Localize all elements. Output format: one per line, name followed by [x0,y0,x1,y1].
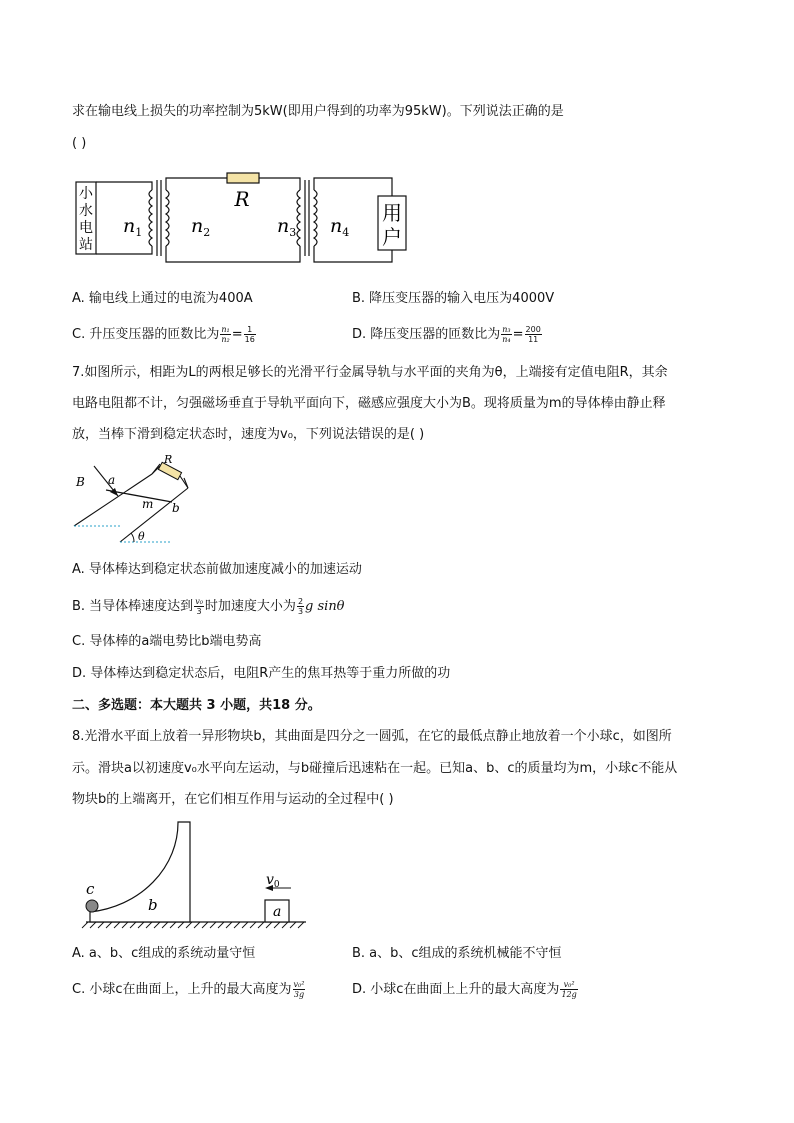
q6-c-val-num: 1 [244,325,256,335]
q6-option-c[interactable] [72,325,257,344]
q8-option-d[interactable] [352,980,579,999]
q6-stem-tail: 求在输电线上损失的功率控制为5kW(即用户得到的功率为95kW)。下列说法正确的是 [72,104,564,119]
svg-text:n4 [330,215,349,239]
svg-text:v0 [266,872,280,890]
q8-c-frac-den: 3g [293,990,305,999]
q7-option-b-tail: g sinθ [305,599,345,614]
q7-b-frac-den: 3 [196,607,202,616]
q6-d-frac-num: n₃ [502,325,511,334]
q7-label-B: B [76,475,85,489]
label-n4: n [330,215,343,237]
q7-stem-line-1: 7.如图所示，相距为L的两根足够长的光滑平行金属导轨与水平面的夹角为θ，上端接有定值电阻R，其余 [72,365,668,380]
q8-stem-line-3: 物块b的上端离开，在它们相互作用与运动的全过程中( ) [72,792,394,807]
coil-n2 [166,190,169,246]
coil-n1 [149,190,152,246]
q8-d-frac-den: 12g [561,990,577,999]
q7-b-frac-num: v₀ [195,597,203,606]
q7-option-b[interactable] [72,597,345,616]
q7-label-b: b [172,501,180,515]
q6-c-frac-num: n₁ [221,325,230,334]
q6-option-d-text: D. 降压变压器的匝数比为 [352,327,501,342]
q8-label-v0-sub: 0 [273,880,280,890]
q7-option-b-mid: 时加速度大小为 [204,599,296,614]
coil-n3 [297,190,300,246]
q6-option-a[interactable]: A. 输电线上通过的电流为400A [72,291,253,306]
q7-label-R: R [164,453,173,466]
q8-stem-line-2: 示。滑块a以初速度v₀水平向左运动，与b碰撞后迅速粘在一起。已知a、b、c的质量均为m，小球c不能从 [72,761,678,776]
label-n1: n [123,215,136,237]
user-char-1: 用 [382,201,402,225]
q6-option-d[interactable] [352,325,543,344]
svg-text:n1 [123,215,142,239]
label-n2-sub: 2 [203,226,211,239]
label-n3: n [277,215,290,237]
q7-option-c[interactable]: C. 导体棒的a端电势比b端电势高 [72,634,262,649]
q7-rails-diagram [72,453,202,548]
q6-d-val-num: 200 [525,325,541,334]
q8-label-a: a [273,904,282,920]
q8-label-b: b [148,896,158,914]
station-char-1: 小 [79,186,93,202]
q8-ball-c [86,900,98,912]
station-char-2: 水 [79,203,93,219]
q8-d-frac-num: v₀² [560,980,577,990]
label-R: R [234,187,250,211]
q8-c-frac-num: v₀² [293,980,305,989]
label-n3-sub: 3 [289,226,297,239]
q7-label-a: a [108,473,116,487]
coil-n4 [314,190,317,246]
q6-c-eq: = [231,327,243,342]
q6-c-frac-den: n₂ [221,335,230,344]
q6-transformer-diagram [72,168,432,268]
q6-option-b[interactable]: B. 降压变压器的输入电压为4000V [352,291,555,306]
svg-text:n2 [191,215,210,239]
q6-d-frac-den: n₄ [502,335,511,344]
q8-option-c-text: C. 小球c在曲面上，上升的最大高度为 [72,982,292,997]
q7-label-theta: θ [138,530,145,543]
label-n2: n [191,215,204,237]
q8-block-b [90,822,190,922]
section-2-title: 二、多选题：本大题共 3 小题，共18 分。 [72,698,321,713]
q8-label-v0: v [266,872,274,888]
resistor-R [227,173,259,183]
q8-option-d-text: D. 小球c在曲面上上升的最大高度为 [352,982,560,997]
q7-label-m: m [142,497,154,511]
station-char-4: 站 [79,237,93,253]
q8-option-b[interactable]: B. a、b、c组成的系统机械能不守恒 [352,946,562,961]
q7-option-b-text: B. 当导体棒速度达到 [72,599,194,614]
q7-b-val-num: 2 [297,597,304,606]
q8-label-c: c [86,880,95,898]
q7-stem-line-2: 电路电阻都不计，匀强磁场垂直于导轨平面向下，磁感应强度大小为B。现将质量为m的导体棒由静止释 [72,396,666,411]
q6-answer-paren: ( ) [72,136,87,151]
q8-stem-line-1: 8.光滑水平面上放着一异形物块b，其曲面是四分之一圆弧，在它的最低点静止地放着一个小球c，如图所 [72,729,672,744]
q8-block-diagram [72,818,312,936]
q7-option-a[interactable]: A. 导体棒达到稳定状态前做加速度减小的加速运动 [72,562,362,577]
q7-option-d[interactable]: D. 导体棒达到稳定状态后，电阻R产生的焦耳热等于重力所做的功 [72,666,451,681]
label-n4-sub: 4 [342,226,350,239]
svg-text:n3 [277,215,296,239]
q6-option-c-text: C. 升压变压器的匝数比为 [72,327,220,342]
q8-option-a[interactable]: A. a、b、c组成的系统动量守恒 [72,946,256,961]
user-char-2: 户 [382,225,402,249]
label-n1-sub: 1 [135,226,143,239]
q7-stem-line-3: 放，当棒下滑到稳定状态时，速度为v₀，下列说法错误的是( ) [72,427,425,442]
q6-d-eq: = [512,327,524,342]
q7-b-val-den: 3 [297,607,304,616]
station-char-3: 电 [79,220,93,236]
q6-c-val-den: 16 [244,335,255,344]
q8-option-c[interactable] [72,980,306,999]
q6-d-val-den: 11 [528,335,539,344]
